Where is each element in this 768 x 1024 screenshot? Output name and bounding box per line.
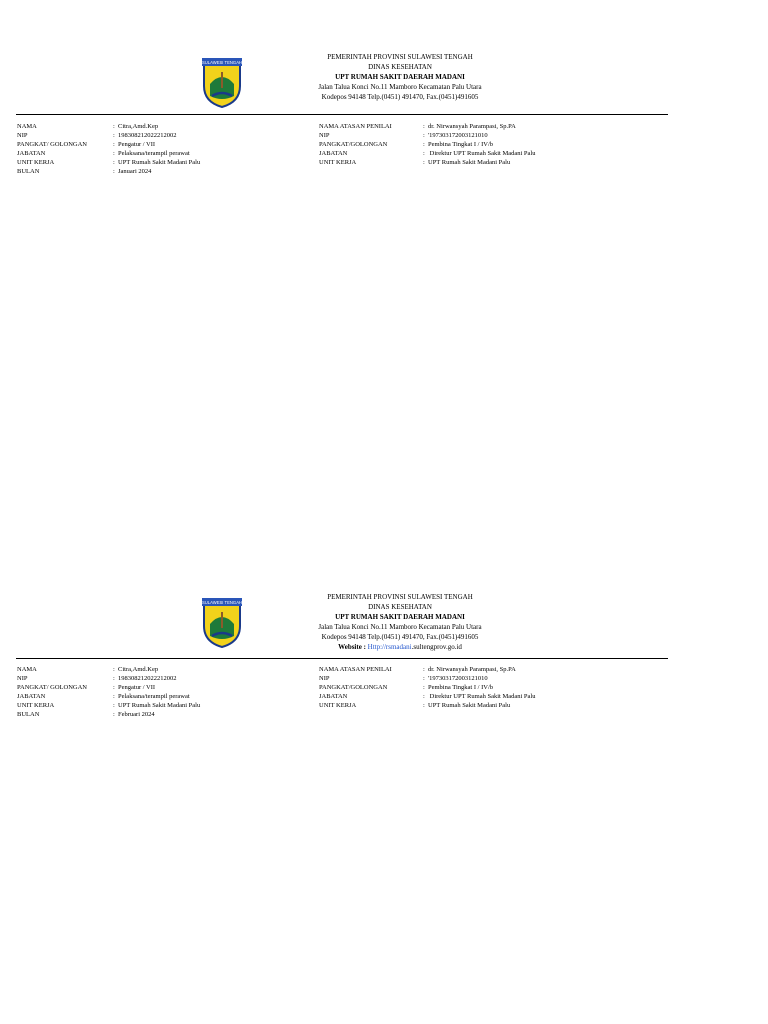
- letterhead-rule: [16, 658, 668, 659]
- identity-label: PANGKAT/ GOLONGAN: [17, 141, 87, 148]
- identity-label: BULAN: [17, 168, 40, 175]
- identity-row: UNIT KERJA : UPT Rumah Sakit Madani Palu: [17, 702, 201, 709]
- identity-row: UNIT KERJA : UPT Rumah Sakit Madani Palu: [319, 159, 511, 166]
- identity-label: NAMA: [17, 123, 37, 130]
- identity-label: NIP: [319, 132, 330, 139]
- crest-banner-text: SULAWESI TENGAH: [201, 60, 243, 65]
- identity-value: Pembina Tingkat I / IV/b: [428, 684, 494, 691]
- website-label: Website :: [338, 643, 366, 651]
- identity-row: JABATAN : Direktur UPT Rumah Sakit Madani Palu: [319, 693, 536, 700]
- identity-value: UPT Rumah Sakit Madani Palu: [428, 702, 511, 709]
- letterhead-address: Jalan Talua Konci No.11 Mamboro Kecamatan Palu Utara: [318, 623, 482, 631]
- identity-label: NIP: [319, 675, 330, 682]
- identity-label: PANGKAT/ GOLONGAN: [17, 684, 87, 691]
- identity-label: JABATAN: [17, 150, 46, 157]
- identity-value: Pengatur / VII: [118, 141, 156, 148]
- letterhead-hospital: UPT RUMAH SAKIT DAERAH MADANI: [335, 73, 465, 81]
- identity-value: Pelaksana/terampil perawat: [118, 693, 190, 700]
- identity-row: NIP : '197303172003121010: [319, 675, 488, 682]
- province-crest-icon: [200, 596, 244, 648]
- website-link[interactable]: Http://rsmadani: [367, 643, 412, 651]
- identity-row: PANGKAT/GOLONGAN : Pembina Tingkat I / IV/b: [319, 141, 494, 148]
- identity-label: NIP: [17, 132, 28, 139]
- identity-value: Citra,Amd.Kep: [118, 666, 159, 673]
- identity-value: dr. Nirwansyah Parampasi, Sp.PA: [428, 666, 516, 673]
- letterhead-text: [250, 592, 550, 652]
- letterhead-rule: [16, 114, 668, 115]
- identity-value: Pengatur / VII: [118, 684, 156, 691]
- identity-row: BULAN : Februari 2024: [17, 711, 155, 718]
- identity-value: Februari 2024: [118, 711, 155, 718]
- letterhead: [0, 52, 768, 112]
- identity-value: Direktur UPT Rumah Sakit Madani Palu: [428, 150, 536, 157]
- identity-row: JABATAN : Pelaksana/terampil perawat: [17, 693, 190, 700]
- identity-right: [319, 122, 535, 167]
- identity-value: Pelaksana/terampil perawat: [118, 150, 190, 157]
- website-domain: .sultengprov.go.id: [411, 643, 462, 651]
- identity-row: NAMA ATASAN PENILAI : dr. Nirwansyah Parampasi, Sp.PA: [319, 666, 516, 673]
- identity-label: JABATAN: [319, 693, 348, 700]
- identity-row: NIP : '197303172003121010: [319, 132, 488, 139]
- identity-row: NAMA : Citra,Amd.Kep: [17, 123, 159, 130]
- identity-right: [319, 665, 535, 710]
- identity-label: NAMA: [17, 666, 37, 673]
- identity-label: UNIT KERJA: [17, 159, 55, 166]
- letterhead: [0, 592, 768, 652]
- identity-label: NAMA ATASAN PENILAI: [319, 666, 392, 673]
- identity-row: NAMA : Citra,Amd.Kep: [17, 666, 159, 673]
- identity-value: Citra,Amd.Kep: [118, 123, 159, 130]
- identity-row: PANGKAT/ GOLONGAN : Pengatur / VII: [17, 684, 156, 691]
- letterhead-department: DINAS KESEHATAN: [368, 63, 432, 71]
- identity-label: UNIT KERJA: [319, 702, 357, 709]
- letterhead-hospital: UPT RUMAH SAKIT DAERAH MADANI: [335, 613, 465, 621]
- identity-label: PANGKAT/GOLONGAN: [319, 141, 388, 148]
- identity-label: JABATAN: [319, 150, 348, 157]
- identity-label: PANGKAT/GOLONGAN: [319, 684, 388, 691]
- identity-row: NIP : 198308212022212002: [17, 132, 177, 139]
- identity-row: NAMA ATASAN PENILAI : dr. Nirwansyah Parampasi, Sp.PA: [319, 123, 516, 130]
- province-crest-icon: [200, 56, 244, 108]
- crest-banner-text: SULAWESI TENGAH: [201, 600, 243, 605]
- identity-row: NIP : 198308212022212002: [17, 675, 177, 682]
- identity-row: JABATAN : Pelaksana/terampil perawat: [17, 150, 190, 157]
- letterhead-address: Jalan Talua Konci No.11 Mamboro Kecamatan Palu Utara: [318, 83, 482, 91]
- letterhead-contact: Kodepos 94148 Telp.(0451) 491470, Fax.(0451)491605: [321, 93, 479, 101]
- identity-row: PANGKAT/ GOLONGAN : Pengatur / VII: [17, 141, 156, 148]
- letterhead-government: PEMERINTAH PROVINSI SULAWESI TENGAH: [327, 53, 473, 61]
- identity-row: UNIT KERJA : UPT Rumah Sakit Madani Palu: [319, 702, 511, 709]
- identity-row: JABATAN : Direktur UPT Rumah Sakit Madani Palu: [319, 150, 536, 157]
- identity-value: dr. Nirwansyah Parampasi, Sp.PA: [428, 123, 516, 130]
- letterhead-department: DINAS KESEHATAN: [368, 603, 432, 611]
- identity-left: [17, 122, 200, 176]
- identity-value: UPT Rumah Sakit Madani Palu: [428, 159, 511, 166]
- identity-value: 198308212022212002: [118, 675, 177, 682]
- identity-value: Januari 2024: [118, 168, 152, 175]
- identity-value: 198308212022212002: [118, 132, 177, 139]
- identity-value: Direktur UPT Rumah Sakit Madani Palu: [428, 693, 536, 700]
- identity-label: NAMA ATASAN PENILAI: [319, 123, 392, 130]
- identity-value: UPT Rumah Sakit Madani Palu: [118, 159, 201, 166]
- identity-row: BULAN : Januari 2024: [17, 168, 152, 175]
- identity-label: BULAN: [17, 711, 40, 718]
- identity-value: Pembina Tingkat I / IV/b: [428, 141, 494, 148]
- letterhead-text: [250, 52, 550, 102]
- identity-value: '197303172003121010: [428, 132, 488, 139]
- identity-value: '197303172003121010: [428, 675, 488, 682]
- letterhead-contact: Kodepos 94148 Telp.(0451) 491470, Fax.(0451)491605: [321, 633, 479, 641]
- identity-label: NIP: [17, 675, 28, 682]
- identity-left: [17, 665, 200, 719]
- letterhead-government: PEMERINTAH PROVINSI SULAWESI TENGAH: [327, 593, 473, 601]
- identity-label: UNIT KERJA: [319, 159, 357, 166]
- letterhead-website: [250, 642, 550, 652]
- identity-value: UPT Rumah Sakit Madani Palu: [118, 702, 201, 709]
- identity-row: UNIT KERJA : UPT Rumah Sakit Madani Palu: [17, 159, 201, 166]
- identity-row: PANGKAT/GOLONGAN : Pembina Tingkat I / IV/b: [319, 684, 494, 691]
- identity-label: UNIT KERJA: [17, 702, 55, 709]
- identity-label: JABATAN: [17, 693, 46, 700]
